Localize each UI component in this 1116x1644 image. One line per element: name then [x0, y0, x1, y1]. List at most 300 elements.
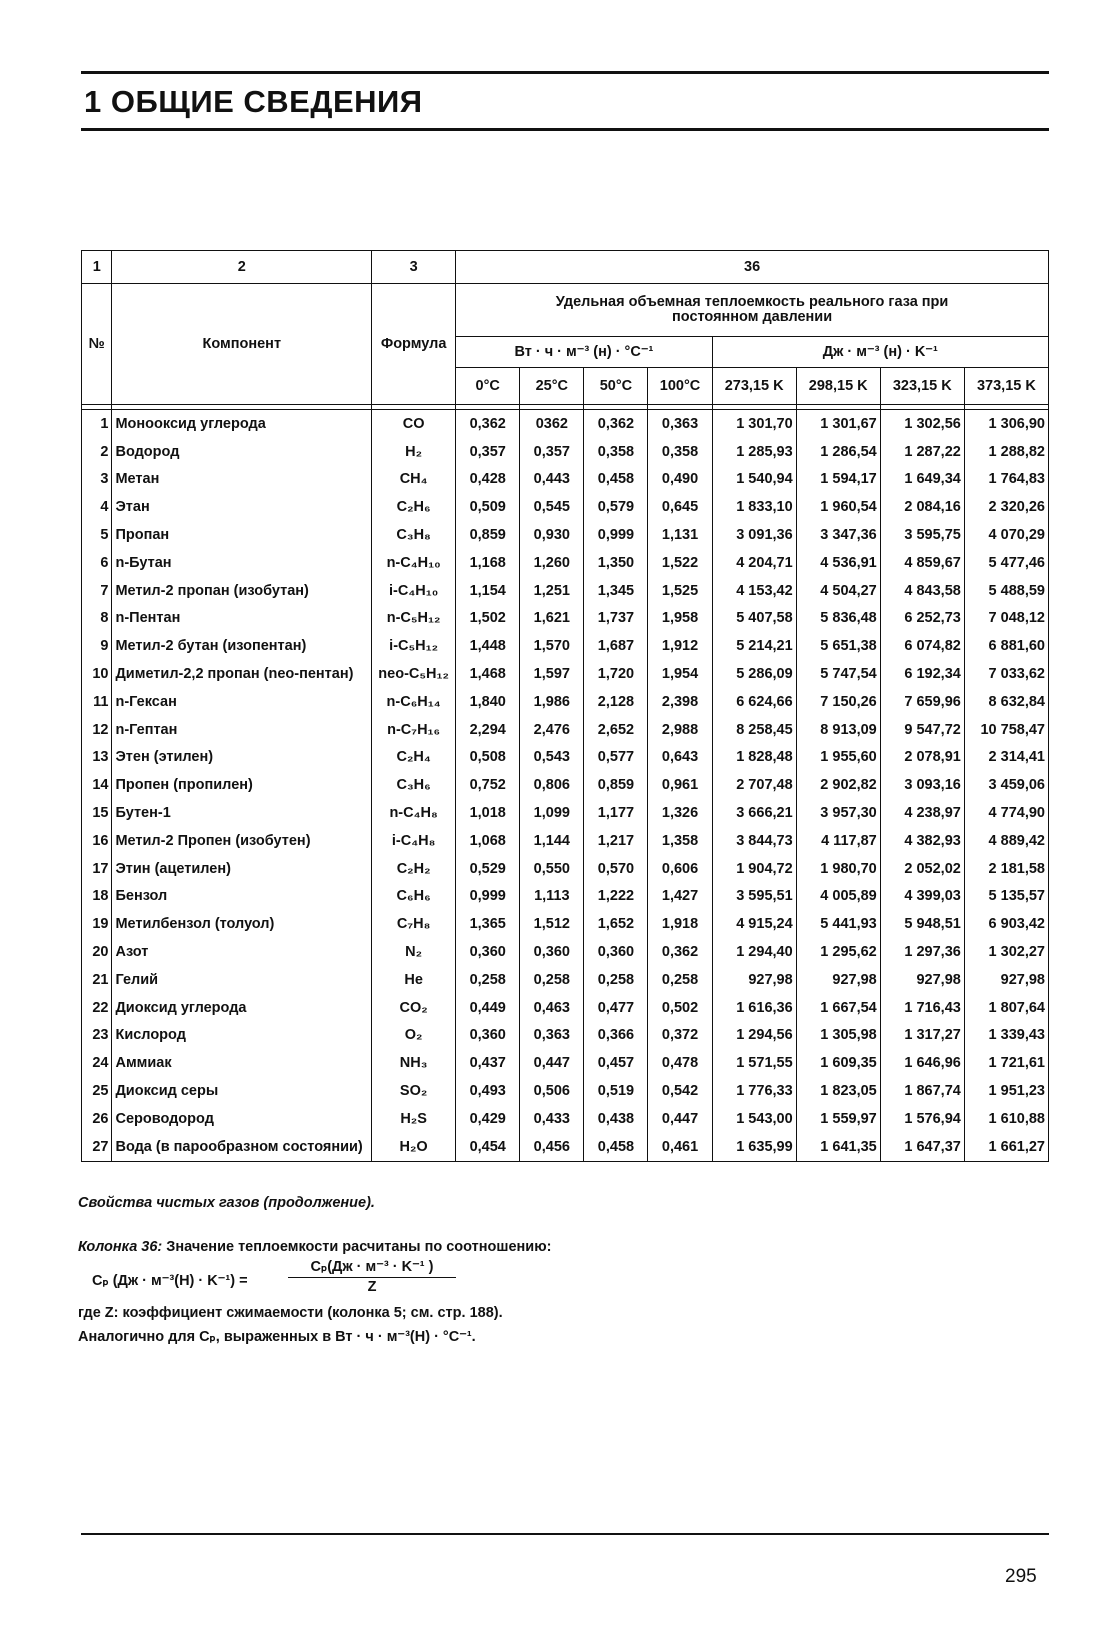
table-row [82, 966, 1049, 994]
row-number: 10 [82, 660, 112, 688]
value-j-373k: 4 774,90 [964, 799, 1048, 827]
value-j-273k: 1 543,00 [712, 1105, 796, 1133]
value-wh-50c: 2,652 [584, 716, 648, 744]
value-j-298k: 1 301,67 [796, 410, 880, 438]
table-row [82, 1105, 1049, 1133]
table-row [82, 938, 1049, 966]
chemical-formula: C₃H₆ [372, 771, 456, 799]
row-number: 18 [82, 883, 112, 911]
value-wh-25c: 0,363 [520, 1022, 584, 1050]
value-wh-50c: 1,720 [584, 660, 648, 688]
row-number: 17 [82, 855, 112, 883]
value-j-298k: 1 955,60 [796, 744, 880, 772]
value-j-273k: 4 153,42 [712, 577, 796, 605]
gas-properties-table [81, 250, 1049, 1162]
value-j-323k: 1 649,34 [880, 466, 964, 494]
chemical-formula: i-C₄H₈ [372, 827, 456, 855]
table-row [82, 910, 1049, 938]
row-number: 26 [82, 1105, 112, 1133]
value-j-298k: 5 441,93 [796, 910, 880, 938]
value-wh-50c: 0,579 [584, 493, 648, 521]
value-j-273k: 1 904,72 [712, 855, 796, 883]
chemical-formula: n-C₅H₁₂ [372, 605, 456, 633]
value-j-298k: 4 536,91 [796, 549, 880, 577]
row-number: 14 [82, 771, 112, 799]
component-name: Метил-2 пропан (изобутан) [112, 577, 372, 605]
row-number: 24 [82, 1049, 112, 1077]
value-j-373k: 1 764,83 [964, 466, 1048, 494]
chemical-formula: C₆H₆ [372, 883, 456, 911]
component-name: n-Пентан [112, 605, 372, 633]
table-caption: Свойства чистых газов (продолжение). [78, 1195, 375, 1211]
table-row [82, 883, 1049, 911]
value-wh-25c: 0,543 [520, 744, 584, 772]
table-row [82, 660, 1049, 688]
value-j-323k: 4 843,58 [880, 577, 964, 605]
value-wh-0c: 0,493 [456, 1077, 520, 1105]
formula-fraction [288, 1259, 456, 1295]
value-wh-50c: 0,570 [584, 855, 648, 883]
value-j-373k: 5 488,59 [964, 577, 1048, 605]
component-name: n-Гептан [112, 716, 372, 744]
value-wh-25c: 1,260 [520, 549, 584, 577]
row-number: 11 [82, 688, 112, 716]
value-j-273k: 2 707,48 [712, 771, 796, 799]
value-wh-50c: 0,477 [584, 994, 648, 1022]
value-wh-50c: 1,222 [584, 883, 648, 911]
value-wh-50c: 0,457 [584, 1049, 648, 1077]
chemical-formula: CO [372, 410, 456, 438]
chemical-formula: n-C₇H₁₆ [372, 716, 456, 744]
value-j-298k: 3 957,30 [796, 799, 880, 827]
value-wh-25c: 1,144 [520, 827, 584, 855]
component-name: Гелий [112, 966, 372, 994]
top-rule [81, 71, 1049, 74]
value-j-323k: 1 646,96 [880, 1049, 964, 1077]
value-j-298k: 3 347,36 [796, 521, 880, 549]
table-row [82, 410, 1049, 438]
value-wh-50c: 0,859 [584, 771, 648, 799]
row-number: 27 [82, 1133, 112, 1161]
component-name: Диметил-2,2 пропан (neo-пентан) [112, 660, 372, 688]
value-wh-25c: 0,930 [520, 521, 584, 549]
chemical-formula: H₂ [372, 438, 456, 466]
chemical-formula: NH₃ [372, 1049, 456, 1077]
chemical-formula: n-C₄H₁₀ [372, 549, 456, 577]
chemical-formula: CH₄ [372, 466, 456, 494]
value-wh-50c: 0,458 [584, 1133, 648, 1161]
value-wh-0c: 1,154 [456, 577, 520, 605]
header-formula: Формула [372, 284, 456, 405]
z-note: где Z: коэффициент сжимаемости (колонка 5; см. стр. 188). [78, 1305, 503, 1321]
value-wh-50c: 1,652 [584, 910, 648, 938]
header-description: Удельная объемная теплоемкость реального газа при постоянном давлении [456, 284, 1049, 337]
value-wh-50c: 0,366 [584, 1022, 648, 1050]
value-j-323k: 1 647,37 [880, 1133, 964, 1161]
col-number-2: 2 [112, 251, 372, 284]
value-wh-0c: 0,999 [456, 883, 520, 911]
value-j-373k: 1 951,23 [964, 1077, 1048, 1105]
component-name: Пропан [112, 521, 372, 549]
value-j-273k: 1 540,94 [712, 466, 796, 494]
value-j-323k: 1 287,22 [880, 438, 964, 466]
row-number: 16 [82, 827, 112, 855]
component-name: Кислород [112, 1022, 372, 1050]
value-wh-50c: 0,458 [584, 466, 648, 494]
value-j-323k: 3 093,16 [880, 771, 964, 799]
component-name: Метан [112, 466, 372, 494]
component-name: Вода (в парообразном состоянии) [112, 1133, 372, 1161]
value-j-298k: 1 594,17 [796, 466, 880, 494]
value-j-323k: 6 192,34 [880, 660, 964, 688]
table-row [82, 799, 1049, 827]
value-j-298k: 1 295,62 [796, 938, 880, 966]
value-j-373k: 4 070,29 [964, 521, 1048, 549]
value-j-373k: 927,98 [964, 966, 1048, 994]
value-wh-100c: 0,961 [648, 771, 712, 799]
value-wh-25c: 0,443 [520, 466, 584, 494]
value-wh-0c: 1,365 [456, 910, 520, 938]
value-j-373k: 5 477,46 [964, 549, 1048, 577]
value-wh-50c: 0,258 [584, 966, 648, 994]
value-j-273k: 5 214,21 [712, 632, 796, 660]
temp-header: 373,15 K [964, 368, 1048, 405]
page-number: 295 [1005, 1566, 1037, 1587]
table-row [82, 994, 1049, 1022]
row-number: 20 [82, 938, 112, 966]
temp-header: 25°C [520, 368, 584, 405]
header-unit-j: Дж · м⁻³ (н) · K⁻¹ [712, 337, 1048, 368]
chemical-formula: n-C₆H₁₄ [372, 688, 456, 716]
value-wh-50c: 0,362 [584, 410, 648, 438]
row-number: 1 [82, 410, 112, 438]
value-wh-100c: 0,542 [648, 1077, 712, 1105]
component-name: Диоксид углерода [112, 994, 372, 1022]
value-j-298k: 1 667,54 [796, 994, 880, 1022]
value-j-373k: 6 903,42 [964, 910, 1048, 938]
row-number: 2 [82, 438, 112, 466]
value-j-273k: 8 258,45 [712, 716, 796, 744]
row-number: 13 [82, 744, 112, 772]
header-unit-wh: Вт · ч · м⁻³ (н) · °С⁻¹ [456, 337, 712, 368]
value-wh-0c: 0,428 [456, 466, 520, 494]
value-j-298k: 1 609,35 [796, 1049, 880, 1077]
value-j-373k: 10 758,47 [964, 716, 1048, 744]
value-j-323k: 2 084,16 [880, 493, 964, 521]
value-wh-100c: 0,372 [648, 1022, 712, 1050]
value-wh-0c: 0,454 [456, 1133, 520, 1161]
value-j-273k: 1 635,99 [712, 1133, 796, 1161]
value-j-298k: 1 305,98 [796, 1022, 880, 1050]
value-j-273k: 1 301,70 [712, 410, 796, 438]
table-row [82, 771, 1049, 799]
value-wh-100c: 0,490 [648, 466, 712, 494]
column-note-text: Значение теплоемкости расчитаны по соотношению: [162, 1239, 552, 1255]
value-j-298k: 927,98 [796, 966, 880, 994]
row-number: 19 [82, 910, 112, 938]
component-name: Пропен (пропилен) [112, 771, 372, 799]
component-name: Диоксид серы [112, 1077, 372, 1105]
value-wh-50c: 1,687 [584, 632, 648, 660]
value-wh-25c: 1,099 [520, 799, 584, 827]
value-j-373k: 5 135,57 [964, 883, 1048, 911]
value-j-323k: 1 317,27 [880, 1022, 964, 1050]
value-wh-0c: 0,362 [456, 410, 520, 438]
value-j-323k: 3 595,75 [880, 521, 964, 549]
value-wh-25c: 1,113 [520, 883, 584, 911]
value-j-273k: 1 616,36 [712, 994, 796, 1022]
chemical-formula: C₂H₆ [372, 493, 456, 521]
heat-capacity-formula [92, 1259, 572, 1303]
value-j-373k: 1 721,61 [964, 1049, 1048, 1077]
value-j-373k: 1 306,90 [964, 410, 1048, 438]
table-row [82, 577, 1049, 605]
value-j-273k: 5 407,58 [712, 605, 796, 633]
row-number: 7 [82, 577, 112, 605]
table-row [82, 632, 1049, 660]
value-j-323k: 1 302,56 [880, 410, 964, 438]
value-j-373k: 1 807,64 [964, 994, 1048, 1022]
value-j-298k: 4 504,27 [796, 577, 880, 605]
value-wh-100c: 1,958 [648, 605, 712, 633]
value-j-298k: 1 286,54 [796, 438, 880, 466]
title-underline [81, 128, 1049, 131]
component-name: n-Бутан [112, 549, 372, 577]
value-j-373k: 1 302,27 [964, 938, 1048, 966]
value-wh-0c: 0,437 [456, 1049, 520, 1077]
value-j-298k: 2 902,82 [796, 771, 880, 799]
temp-header: 100°C [648, 368, 712, 405]
value-j-373k: 6 881,60 [964, 632, 1048, 660]
value-wh-100c: 0,645 [648, 493, 712, 521]
column-note [78, 1239, 551, 1255]
value-wh-25c: 1,597 [520, 660, 584, 688]
chemical-formula: He [372, 966, 456, 994]
table-row [82, 466, 1049, 494]
component-name: Метилбензол (толуол) [112, 910, 372, 938]
value-wh-0c: 1,468 [456, 660, 520, 688]
value-wh-25c: 1,986 [520, 688, 584, 716]
value-wh-25c: 1,621 [520, 605, 584, 633]
value-j-298k: 5 651,38 [796, 632, 880, 660]
chemical-formula: C₂H₂ [372, 855, 456, 883]
value-wh-100c: 0,363 [648, 410, 712, 438]
value-j-273k: 6 624,66 [712, 688, 796, 716]
value-wh-0c: 1,168 [456, 549, 520, 577]
value-j-298k: 8 913,09 [796, 716, 880, 744]
value-wh-0c: 0,859 [456, 521, 520, 549]
temp-header: 0°C [456, 368, 520, 405]
component-name: Этин (ацетилен) [112, 855, 372, 883]
value-wh-50c: 0,358 [584, 438, 648, 466]
value-j-323k: 4 238,97 [880, 799, 964, 827]
value-j-273k: 4 915,24 [712, 910, 796, 938]
chemical-formula: H₂S [372, 1105, 456, 1133]
value-j-298k: 1 823,05 [796, 1077, 880, 1105]
formula-lhs: Cₚ (Дж · м⁻³(Н) · K⁻¹) = [92, 1273, 248, 1289]
row-number: 3 [82, 466, 112, 494]
row-number: 21 [82, 966, 112, 994]
value-wh-0c: 1,840 [456, 688, 520, 716]
chemical-formula: C₃H₈ [372, 521, 456, 549]
row-number: 23 [82, 1022, 112, 1050]
value-wh-100c: 1,427 [648, 883, 712, 911]
component-name: Бутен-1 [112, 799, 372, 827]
value-wh-100c: 0,643 [648, 744, 712, 772]
value-j-273k: 1 571,55 [712, 1049, 796, 1077]
value-j-323k: 927,98 [880, 966, 964, 994]
component-name: Аммиак [112, 1049, 372, 1077]
value-wh-0c: 1,502 [456, 605, 520, 633]
value-j-323k: 4 399,03 [880, 883, 964, 911]
chemical-formula: SO₂ [372, 1077, 456, 1105]
value-wh-50c: 0,999 [584, 521, 648, 549]
value-j-273k: 1 828,48 [712, 744, 796, 772]
chemical-formula: neo-C₅H₁₂ [372, 660, 456, 688]
value-wh-50c: 1,177 [584, 799, 648, 827]
table-row [82, 493, 1049, 521]
value-wh-50c: 2,128 [584, 688, 648, 716]
row-number: 25 [82, 1077, 112, 1105]
value-j-273k: 3 666,21 [712, 799, 796, 827]
value-wh-100c: 0,478 [648, 1049, 712, 1077]
value-wh-0c: 1,068 [456, 827, 520, 855]
component-name: Этен (этилен) [112, 744, 372, 772]
value-wh-100c: 0,258 [648, 966, 712, 994]
table-row [82, 1077, 1049, 1105]
value-wh-25c: 0,447 [520, 1049, 584, 1077]
value-wh-100c: 1,918 [648, 910, 712, 938]
value-j-373k: 2 181,58 [964, 855, 1048, 883]
value-wh-0c: 0,508 [456, 744, 520, 772]
value-j-298k: 1 980,70 [796, 855, 880, 883]
value-wh-0c: 0,449 [456, 994, 520, 1022]
column-number-row [82, 251, 1049, 284]
value-j-323k: 1 297,36 [880, 938, 964, 966]
value-j-323k: 2 052,02 [880, 855, 964, 883]
value-wh-100c: 0,502 [648, 994, 712, 1022]
value-wh-25c: 0,463 [520, 994, 584, 1022]
col-number-36: 36 [456, 251, 1049, 284]
value-j-323k: 6 074,82 [880, 632, 964, 660]
value-wh-100c: 0,362 [648, 938, 712, 966]
value-wh-25c: 0,456 [520, 1133, 584, 1161]
chemical-formula: O₂ [372, 1022, 456, 1050]
value-j-373k: 1 661,27 [964, 1133, 1048, 1161]
value-j-273k: 1 833,10 [712, 493, 796, 521]
table-row [82, 827, 1049, 855]
component-name: Метил-2 Пропен (изобутен) [112, 827, 372, 855]
component-name: Сероводород [112, 1105, 372, 1133]
component-name: Метил-2 бутан (изопентан) [112, 632, 372, 660]
temp-header: 50°C [584, 368, 648, 405]
value-j-373k: 1 610,88 [964, 1105, 1048, 1133]
row-number: 22 [82, 994, 112, 1022]
row-number: 15 [82, 799, 112, 827]
value-j-373k: 8 632,84 [964, 688, 1048, 716]
value-j-373k: 4 889,42 [964, 827, 1048, 855]
row-number: 9 [82, 632, 112, 660]
table-row [82, 549, 1049, 577]
value-wh-50c: 1,350 [584, 549, 648, 577]
value-wh-50c: 0,519 [584, 1077, 648, 1105]
value-wh-50c: 1,737 [584, 605, 648, 633]
value-wh-25c: 1,251 [520, 577, 584, 605]
row-number: 12 [82, 716, 112, 744]
value-wh-100c: 0,606 [648, 855, 712, 883]
component-name: Водород [112, 438, 372, 466]
table-body [82, 410, 1049, 1162]
table-row [82, 688, 1049, 716]
value-wh-0c: 0,357 [456, 438, 520, 466]
value-wh-25c: 0,357 [520, 438, 584, 466]
value-j-373k: 1 339,43 [964, 1022, 1048, 1050]
chemical-formula: i-C₅H₁₂ [372, 632, 456, 660]
value-wh-50c: 1,345 [584, 577, 648, 605]
table-row [82, 1133, 1049, 1161]
value-wh-100c: 1,525 [648, 577, 712, 605]
value-wh-25c: 0,433 [520, 1105, 584, 1133]
value-wh-100c: 2,398 [648, 688, 712, 716]
value-wh-100c: 1,954 [648, 660, 712, 688]
chemical-formula: H₂O [372, 1133, 456, 1161]
value-j-273k: 3 844,73 [712, 827, 796, 855]
value-wh-50c: 0,360 [584, 938, 648, 966]
chemical-formula: C₇H₈ [372, 910, 456, 938]
value-wh-25c: 0362 [520, 410, 584, 438]
chapter-title: 1 ОБЩИЕ СВЕДЕНИЯ [84, 84, 423, 119]
value-j-273k: 5 286,09 [712, 660, 796, 688]
value-wh-100c: 1,522 [648, 549, 712, 577]
value-wh-100c: 2,988 [648, 716, 712, 744]
value-j-273k: 1 776,33 [712, 1077, 796, 1105]
value-j-273k: 1 294,40 [712, 938, 796, 966]
value-j-373k: 2 320,26 [964, 493, 1048, 521]
component-name: Бензол [112, 883, 372, 911]
table-row [82, 1022, 1049, 1050]
value-j-298k: 5 836,48 [796, 605, 880, 633]
value-j-298k: 1 559,97 [796, 1105, 880, 1133]
value-wh-100c: 1,326 [648, 799, 712, 827]
value-wh-100c: 1,912 [648, 632, 712, 660]
value-j-298k: 1 641,35 [796, 1133, 880, 1161]
value-j-273k: 1 285,93 [712, 438, 796, 466]
value-wh-0c: 0,509 [456, 493, 520, 521]
value-j-323k: 2 078,91 [880, 744, 964, 772]
value-j-273k: 3 595,51 [712, 883, 796, 911]
component-name: Этан [112, 493, 372, 521]
column-note-label: Колонка 36: [78, 1239, 163, 1255]
value-j-373k: 1 288,82 [964, 438, 1048, 466]
temp-header: 298,15 K [796, 368, 880, 405]
value-j-298k: 5 747,54 [796, 660, 880, 688]
value-wh-50c: 1,217 [584, 827, 648, 855]
temp-header: 323,15 K [880, 368, 964, 405]
col-number-3: 3 [372, 251, 456, 284]
value-j-298k: 4 005,89 [796, 883, 880, 911]
chemical-formula: CO₂ [372, 994, 456, 1022]
row-number: 8 [82, 605, 112, 633]
value-j-273k: 927,98 [712, 966, 796, 994]
value-wh-0c: 0,429 [456, 1105, 520, 1133]
table-row [82, 744, 1049, 772]
chemical-formula: n-C₄H₈ [372, 799, 456, 827]
value-wh-25c: 0,806 [520, 771, 584, 799]
value-j-373k: 7 033,62 [964, 660, 1048, 688]
value-j-373k: 3 459,06 [964, 771, 1048, 799]
value-j-323k: 6 252,73 [880, 605, 964, 633]
value-j-323k: 5 948,51 [880, 910, 964, 938]
